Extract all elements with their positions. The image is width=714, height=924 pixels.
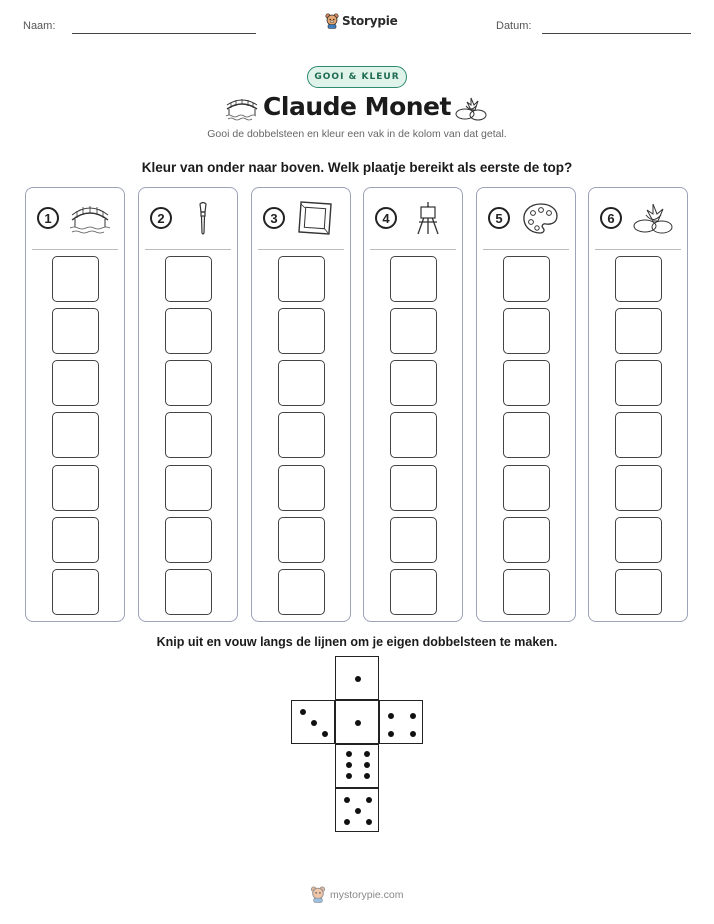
die-pip (364, 773, 370, 779)
column-number: 5 (488, 207, 510, 229)
color-instruction: Kleur van onder naar boven. Welk plaatje bereikt als eerste de top? (141, 160, 573, 175)
activity-badge: GOOI & KLEUR (307, 66, 407, 88)
column-number: 1 (37, 207, 59, 229)
color-cell[interactable] (165, 360, 212, 406)
column-divider (370, 249, 456, 250)
column-number: 6 (600, 207, 622, 229)
die-pip (311, 720, 317, 726)
color-cell[interactable] (165, 569, 212, 615)
die-face-center (335, 700, 379, 744)
bridge-icon (68, 200, 112, 236)
die-pip (410, 713, 416, 719)
name-field-line[interactable] (72, 33, 256, 34)
color-cell[interactable] (278, 517, 325, 563)
die-pip (346, 751, 352, 757)
color-cell[interactable] (278, 465, 325, 511)
die-pip (366, 819, 372, 825)
color-cell[interactable] (52, 465, 99, 511)
color-cell[interactable] (615, 308, 662, 354)
column-5 (476, 187, 576, 622)
column-4 (363, 187, 463, 622)
die-pip (355, 808, 361, 814)
color-cell[interactable] (165, 412, 212, 458)
color-cell[interactable] (503, 360, 550, 406)
die-pip (355, 676, 361, 682)
color-cell[interactable] (52, 412, 99, 458)
color-cell[interactable] (503, 517, 550, 563)
footer-url: mystorypie.com (330, 888, 404, 901)
column-number: 3 (263, 207, 285, 229)
color-cell[interactable] (503, 308, 550, 354)
date-label: Datum: (496, 20, 532, 32)
dice-instruction: Knip uit en vouw langs de lijnen om je eigen dobbelsteen te maken. (156, 635, 558, 649)
palette-icon (519, 200, 563, 236)
color-cell[interactable] (165, 308, 212, 354)
color-cell[interactable] (503, 569, 550, 615)
die-face-right (379, 700, 423, 744)
color-cell[interactable] (278, 412, 325, 458)
die-face-bottom-1 (335, 744, 379, 788)
brand-name: Storypie (342, 14, 398, 28)
die-pip (410, 731, 416, 737)
color-cell[interactable] (615, 517, 662, 563)
color-cell[interactable] (390, 412, 437, 458)
die-pip (355, 720, 361, 726)
easel-icon (406, 200, 450, 236)
color-cell[interactable] (52, 569, 99, 615)
die-pip (364, 762, 370, 768)
die-pip (388, 731, 394, 737)
column-divider (145, 249, 231, 250)
die-pip (322, 731, 328, 737)
date-field-line[interactable] (542, 33, 691, 34)
color-cell[interactable] (615, 412, 662, 458)
color-cell[interactable] (52, 256, 99, 302)
page-subtitle: Gooi de dobbelsteen en kleur een vak in de kolom van dat getal. (207, 128, 507, 140)
die-pip (388, 713, 394, 719)
water-lily-icon (631, 200, 675, 236)
color-cell[interactable] (52, 360, 99, 406)
die-pip (344, 797, 350, 803)
color-cell[interactable] (390, 360, 437, 406)
bear-mascot-icon (325, 13, 339, 29)
column-2 (138, 187, 238, 622)
column-number: 2 (150, 207, 172, 229)
color-cell[interactable] (165, 256, 212, 302)
color-cell[interactable] (390, 465, 437, 511)
die-face-top (335, 656, 379, 700)
color-cell[interactable] (278, 308, 325, 354)
color-cell[interactable] (165, 465, 212, 511)
color-cell[interactable] (390, 569, 437, 615)
footer (310, 886, 404, 903)
title-row (0, 90, 714, 126)
worksheet-header (0, 0, 714, 50)
column-3 (251, 187, 351, 622)
color-cell[interactable] (390, 308, 437, 354)
column-divider (595, 249, 681, 250)
name-label: Naam: (23, 20, 56, 32)
color-cell[interactable] (615, 569, 662, 615)
color-cell[interactable] (390, 256, 437, 302)
column-number: 4 (375, 207, 397, 229)
frame-icon (294, 200, 338, 236)
color-cell[interactable] (165, 517, 212, 563)
water-lily-icon (455, 94, 487, 122)
die-pip (346, 773, 352, 779)
page-title: Claude Monet (263, 92, 451, 121)
die-pip (346, 762, 352, 768)
color-cell[interactable] (503, 412, 550, 458)
die-face-bottom-2 (335, 788, 379, 832)
column-divider (483, 249, 569, 250)
column-1 (25, 187, 125, 622)
color-cell[interactable] (52, 517, 99, 563)
die-pip (366, 797, 372, 803)
column-6 (588, 187, 688, 622)
die-face-left (291, 700, 335, 744)
bear-mascot-icon (310, 886, 326, 903)
color-cell[interactable] (615, 256, 662, 302)
brand-logo (325, 13, 398, 29)
color-cell[interactable] (278, 360, 325, 406)
color-cell[interactable] (615, 465, 662, 511)
column-divider (32, 249, 118, 250)
die-pip (364, 751, 370, 757)
color-cell[interactable] (503, 256, 550, 302)
color-cell[interactable] (503, 465, 550, 511)
color-cell[interactable] (390, 517, 437, 563)
paintbrush-icon (181, 200, 225, 236)
color-cell[interactable] (278, 569, 325, 615)
column-divider (258, 249, 344, 250)
die-pip (344, 819, 350, 825)
color-cell[interactable] (52, 308, 99, 354)
color-cell[interactable] (615, 360, 662, 406)
color-cell[interactable] (278, 256, 325, 302)
die-pip (300, 709, 306, 715)
